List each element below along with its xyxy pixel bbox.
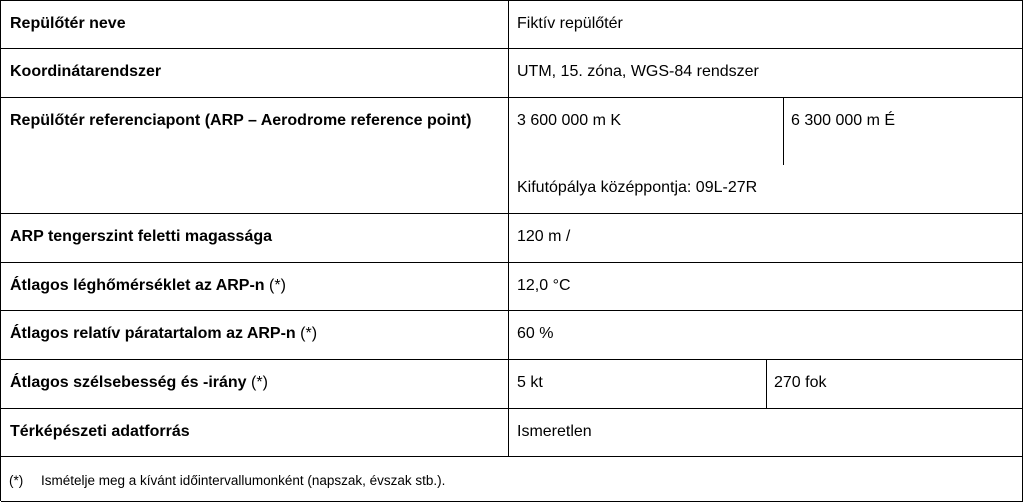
table-row [1, 1, 1023, 49]
row-label: Repülőtér referenciapont (ARP – Aerodrome reference point) [1, 98, 509, 213]
table-row [1, 409, 1023, 457]
row-value: 120 m / [517, 228, 571, 245]
table-row [1, 263, 1023, 311]
footnote-text: Ismételje meg a kívánt időintervallumonként (napszak, évszak stb.). [41, 473, 446, 488]
table-row [1, 98, 1023, 214]
footnote-row [1, 457, 1023, 502]
row-label: Koordinátarendszer [1, 49, 509, 97]
table-row [1, 360, 1023, 409]
row-value: Ismeretlen [517, 423, 592, 440]
row-label: Repülőtér neve [1, 1, 509, 48]
row-label: Átlagos léghőmérséklet az ARP-n (*) [1, 263, 509, 310]
row-label: Átlagos relatív páratartalom az ARP-n (*) [1, 311, 509, 359]
row-label: Térképészeti adatforrás [1, 409, 509, 456]
row-label: Átlagos szélsebesség és -irány (*) [1, 360, 509, 408]
row-label: ARP tengerszint feletti magassága [1, 214, 509, 262]
footnote [1, 457, 1023, 501]
row-value: Fiktív repülőtér [517, 15, 623, 32]
arp-note: Kifutópálya középpontja: 09L-27R [517, 179, 758, 196]
table-row [1, 214, 1023, 263]
footnote-mark: (*) [9, 473, 24, 488]
row-value: 12,0 °C [517, 277, 571, 294]
wind-speed: 5 kt [517, 374, 543, 391]
arp-northing: 6 300 000 m É [791, 112, 896, 129]
arp-easting: 3 600 000 m K [517, 112, 622, 129]
wind-direction: 270 fok [774, 374, 827, 391]
table-right-border [1022, 1, 1023, 501]
table-row [1, 49, 1023, 98]
row-value: 60 % [517, 325, 554, 342]
row-value: UTM, 15. zóna, WGS-84 rendszer [517, 63, 759, 80]
table-row [1, 311, 1023, 360]
